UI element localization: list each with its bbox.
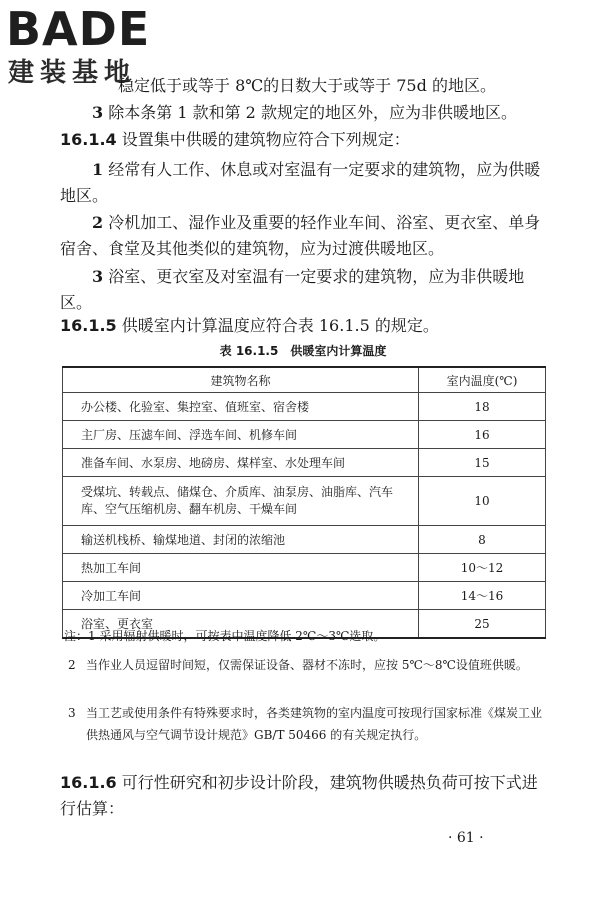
table-row	[63, 421, 546, 449]
temperature-cell: 10～12	[419, 554, 546, 582]
clause-16-1-5-number: 16.1.5	[60, 316, 117, 335]
clause-16-1-6	[60, 770, 546, 822]
clause-16-1-4-number: 16.1.4	[60, 130, 117, 149]
building-name-cell: 输送机栈桥、输煤地道、封闭的浓缩池	[63, 526, 419, 554]
note-text: 当工艺或使用条件有特殊要求时，各类建筑物的室内温度可按现行国家标准《煤炭工业供热通风与空气调节设计规范》GB/T 50466 的有关规定执行。	[86, 706, 543, 742]
item-3-text: 除本条第 1 款和第 2 款规定的地区外，应为非供暖地区。	[108, 103, 517, 122]
note-3	[68, 702, 546, 746]
temperature-cell: 14～16	[419, 582, 546, 610]
item-number: 3	[92, 267, 104, 286]
building-name-cell: 主厂房、压滤车间、浮选车间、机修车间	[63, 421, 419, 449]
temperature-cell: 25	[419, 610, 546, 639]
item-text: 冷机加工、湿作业及重要的轻作业车间、浴室、更衣室、单身宿舍、食堂及其他类似的建筑物，应为过渡供暖地区。	[60, 213, 541, 258]
note-2	[68, 654, 546, 676]
page-number: · 61 ·	[448, 830, 484, 846]
table-row	[63, 554, 546, 582]
clause-16-1-5-text: 供暖室内计算温度应符合表 16.1.5 的规定。	[121, 316, 439, 335]
building-name-cell: 受煤坑、转载点、储煤仓、介质库、油泵房、油脂库、汽车库、空气压缩机房、翻车机房、干燥车间	[63, 477, 419, 526]
logo-subtitle: 建装基地	[8, 58, 137, 88]
table-header-row	[63, 367, 546, 393]
temperature-cell: 16	[419, 421, 546, 449]
note-number: 2	[68, 658, 76, 672]
note-text: 采用辐射供暖时，可按表中温度降低 2℃～3℃选取。	[99, 629, 386, 643]
table-row	[63, 449, 546, 477]
note-number: 1	[88, 629, 96, 643]
building-name-cell: 冷加工车间	[63, 582, 419, 610]
notes-label: 注：	[64, 629, 89, 643]
building-name-cell: 办公楼、化验室、集控室、值班室、宿舍楼	[63, 393, 419, 421]
item-3-number: 3	[92, 103, 104, 122]
note-1	[64, 628, 546, 644]
item-number: 1	[92, 160, 104, 179]
table-row	[63, 393, 546, 421]
item-number: 2	[92, 213, 104, 232]
temperature-cell: 8	[419, 526, 546, 554]
item-3	[60, 103, 546, 123]
temperature-cell: 15	[419, 449, 546, 477]
note-number: 3	[68, 706, 76, 720]
table-row	[63, 477, 546, 526]
table-row	[63, 526, 546, 554]
note-text: 当作业人员逗留时间短，仅需保证设备、器材不冻时，应按 5℃～8℃设值班供暖。	[86, 658, 528, 672]
table-row	[63, 582, 546, 610]
continued-line-text: 稳定低于或等于 8℃的日数大于或等于 75d 的地区。	[118, 76, 496, 95]
logo-brand: BADE	[6, 2, 151, 56]
building-name-cell: 浴室、更衣室	[63, 610, 419, 639]
clause-16-1-6-text: 可行性研究和初步设计阶段，建筑物供暖热负荷可按下式进行估算：	[60, 773, 538, 818]
building-name-cell: 准备车间、水泵房、地磅房、煤样室、水处理车间	[63, 449, 419, 477]
clause-16-1-4	[60, 130, 546, 150]
clause-16-1-4-item-1	[60, 157, 546, 209]
column-header-building: 建筑物名称	[63, 367, 419, 393]
heating-temperature-table	[62, 366, 546, 639]
clause-16-1-4-item-3	[60, 264, 546, 316]
clause-16-1-6-number: 16.1.6	[60, 773, 117, 792]
clause-16-1-4-item-2	[60, 210, 546, 262]
item-text: 浴室、更衣室及对室温有一定要求的建筑物，应为非供暖地区。	[60, 267, 525, 312]
building-name-cell: 热加工车间	[63, 554, 419, 582]
clause-16-1-4-text: 设置集中供暖的建筑物应符合下列规定：	[121, 130, 410, 149]
column-header-temperature: 室内温度(℃)	[419, 367, 546, 393]
item-text: 经常有人工作、休息或对室温有一定要求的建筑物，应为供暖地区。	[60, 160, 541, 205]
temperature-cell: 10	[419, 477, 546, 526]
continued-line	[118, 76, 546, 96]
table-caption: 表 16.1.5 供暖室内计算温度	[219, 344, 387, 358]
clause-16-1-5	[60, 316, 546, 336]
temperature-cell: 18	[419, 393, 546, 421]
